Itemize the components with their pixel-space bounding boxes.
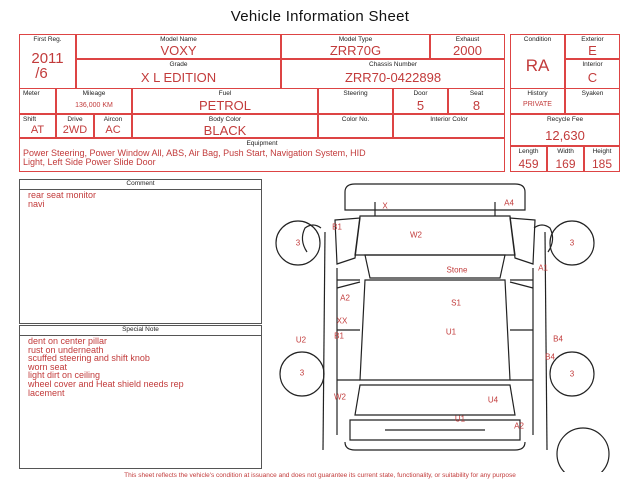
front-bumper-outline (345, 184, 525, 210)
meter-cell (19, 88, 56, 114)
car-diagram (265, 180, 640, 472)
wheel-rear-right-mark: 3 (569, 369, 575, 379)
drive-value: 2WD (62, 124, 88, 136)
mileage-cell (56, 88, 132, 114)
exhaust-value: 2000 (453, 43, 482, 58)
door-value: 5 (416, 98, 425, 113)
special-note-line: light dirt on ceiling (28, 370, 101, 381)
syaken-cell (565, 88, 620, 114)
width-cell (547, 146, 584, 172)
drive-label: Drive (67, 116, 83, 123)
seat-value: 8 (472, 98, 481, 113)
fuel-value: PETROL (198, 98, 251, 113)
special-note-line: worn seat (28, 361, 68, 372)
comment-line: rear seat monitor (28, 190, 97, 200)
damage-a2: A2 (340, 293, 350, 303)
color-no-label: Color No. (341, 116, 370, 123)
mileage-label: Mileage (82, 90, 106, 97)
roof-outline (360, 280, 510, 380)
model-type-value: ZRR70G (329, 43, 382, 58)
height-label: Height (592, 148, 612, 155)
grade-value: X L EDITION (140, 70, 217, 85)
length-label: Length (518, 148, 539, 155)
first-reg-year: 2011 (31, 50, 64, 67)
special-note-list (28, 337, 257, 397)
rear-bumper (345, 442, 525, 450)
recycle-fee-label: Recycle Fee (546, 116, 584, 123)
door-cell (393, 88, 448, 114)
damage-w2-bottom: W2 (334, 392, 346, 402)
shift-value: AT (30, 124, 45, 136)
chassis-value: ZRR70-0422898 (344, 70, 442, 85)
comment-list (28, 191, 257, 208)
interior-color-cell (393, 114, 505, 138)
model-name-label: Model Name (160, 36, 197, 43)
shift-cell (19, 114, 56, 138)
special-note-line: scuffed steering and shift knob (28, 353, 150, 364)
special-note-line: wheel cover and Heat shield needs rep (28, 378, 184, 389)
damage-xx: XX (336, 316, 348, 326)
aircon-value: AC (105, 124, 121, 136)
body-color-value: BLACK (203, 123, 247, 138)
length-cell (510, 146, 547, 172)
page-title: Vehicle Information Sheet (230, 8, 410, 25)
spare-wheel (557, 428, 609, 472)
grade-label: Grade (169, 61, 188, 68)
comment-label: Comment (20, 180, 261, 190)
fuel-label: Fuel (218, 90, 232, 97)
front-bumper-detail (375, 202, 495, 216)
body-color-label: Body Color (208, 116, 242, 123)
aircon-label: Aircon (103, 116, 123, 123)
disclaimer-footer: This sheet reflects the vehicle's condition at issuance and does not guarantee its current state, functionality, or suitability for any purpose (124, 472, 516, 479)
equipment-line-1: Power Steering, Power Window All, ABS, Air Bag, Push Start, Navigation System, HID (23, 148, 366, 158)
fuel-cell (132, 88, 318, 114)
door-label: Door (413, 90, 428, 97)
aircon-cell (94, 114, 132, 138)
left-side-line (323, 232, 325, 450)
damage-a2-rear: A2 (514, 421, 524, 431)
exterior-value: E (588, 43, 597, 58)
wheel-front-right-mark: 3 (569, 238, 575, 248)
wheel-front-left-mark: 3 (295, 238, 301, 248)
meter-label: Meter (23, 90, 40, 97)
damage-b4-b: B4 (545, 352, 555, 362)
special-note-line: dent on center pillar (28, 336, 108, 346)
exterior-cell (565, 34, 620, 59)
exterior-label: Exterior (581, 36, 604, 43)
body-color-cell (132, 114, 318, 138)
damage-u1-bottom: U1 (454, 414, 466, 424)
history-label: History (527, 90, 548, 97)
damage-a1: A1 (538, 263, 548, 273)
grade-cell (76, 59, 281, 89)
exhaust-label: Exhaust (455, 36, 480, 43)
damage-a4: A4 (504, 198, 514, 208)
recycle-fee-value: 12,630 (545, 128, 585, 143)
special-note-line: lacement (28, 387, 65, 398)
comment-line: navi (28, 198, 45, 209)
model-name-value: VOXY (160, 43, 197, 58)
width-label: Width (557, 148, 574, 155)
hood-outline (355, 216, 515, 255)
right-mirror (534, 225, 553, 252)
wheel-rear-left-mark: 3 (299, 368, 305, 378)
damage-b1-top: B1 (332, 222, 342, 232)
mileage-value: 136,000 KM (75, 102, 113, 109)
first-reg-label: First Reg. (33, 36, 62, 43)
history-cell (510, 88, 565, 114)
damage-u2: U2 (295, 335, 307, 345)
recycle-fee-cell (510, 114, 620, 146)
damage-b4-a: B4 (553, 334, 563, 344)
damage-u4: U4 (487, 395, 499, 405)
drive-cell (56, 114, 94, 138)
special-note-label: Special Note (20, 326, 261, 336)
condition-label: Condition (523, 36, 552, 43)
model-type-cell (281, 34, 430, 59)
first-reg-cell (19, 34, 76, 89)
damage-w2-top: W2 (410, 230, 422, 240)
interior-grade-cell (565, 59, 620, 89)
equipment-label: Equipment (246, 140, 278, 147)
damage-b1-left: B1 (334, 331, 344, 341)
special-note-line: rust on underneath (28, 344, 104, 355)
height-cell (584, 146, 620, 172)
seat-cell (448, 88, 505, 114)
steering-cell (318, 88, 393, 114)
chassis-label: Chassis Number (368, 61, 418, 68)
left-mirror (302, 225, 321, 252)
interior-grade-label: Interior (582, 61, 603, 68)
equipment-cell (19, 138, 505, 172)
height-value: 185 (591, 157, 613, 171)
chassis-cell (281, 59, 505, 89)
condition-value: RA (525, 56, 550, 75)
damage-u1-center: U1 (445, 327, 457, 337)
damage-stone: Stone (446, 265, 468, 275)
windshield-outline (365, 255, 505, 278)
equipment-line-2: Light, Left Side Power Slide Door (23, 157, 156, 167)
model-name-cell (76, 34, 281, 59)
interior-grade-value: C (587, 70, 598, 85)
comment-box (19, 179, 262, 324)
first-reg-month: /6 (35, 65, 48, 82)
pillar-line (337, 282, 533, 288)
syaken-label: Syaken (581, 90, 604, 97)
shift-label: Shift (23, 116, 37, 123)
length-value: 459 (518, 157, 539, 171)
condition-cell (510, 34, 565, 89)
history-value: PRIVATE (523, 101, 552, 108)
exhaust-cell (430, 34, 505, 59)
steering-label: Steering (343, 90, 368, 97)
width-value: 169 (555, 157, 576, 171)
interior-color-label: Interior Color (430, 116, 468, 123)
damage-x: X (382, 201, 388, 211)
model-type-label: Model Type (338, 36, 373, 43)
special-note-box (19, 325, 262, 469)
damage-s1: S1 (451, 298, 461, 308)
seat-label: Seat (469, 90, 484, 97)
color-no-cell (318, 114, 393, 138)
